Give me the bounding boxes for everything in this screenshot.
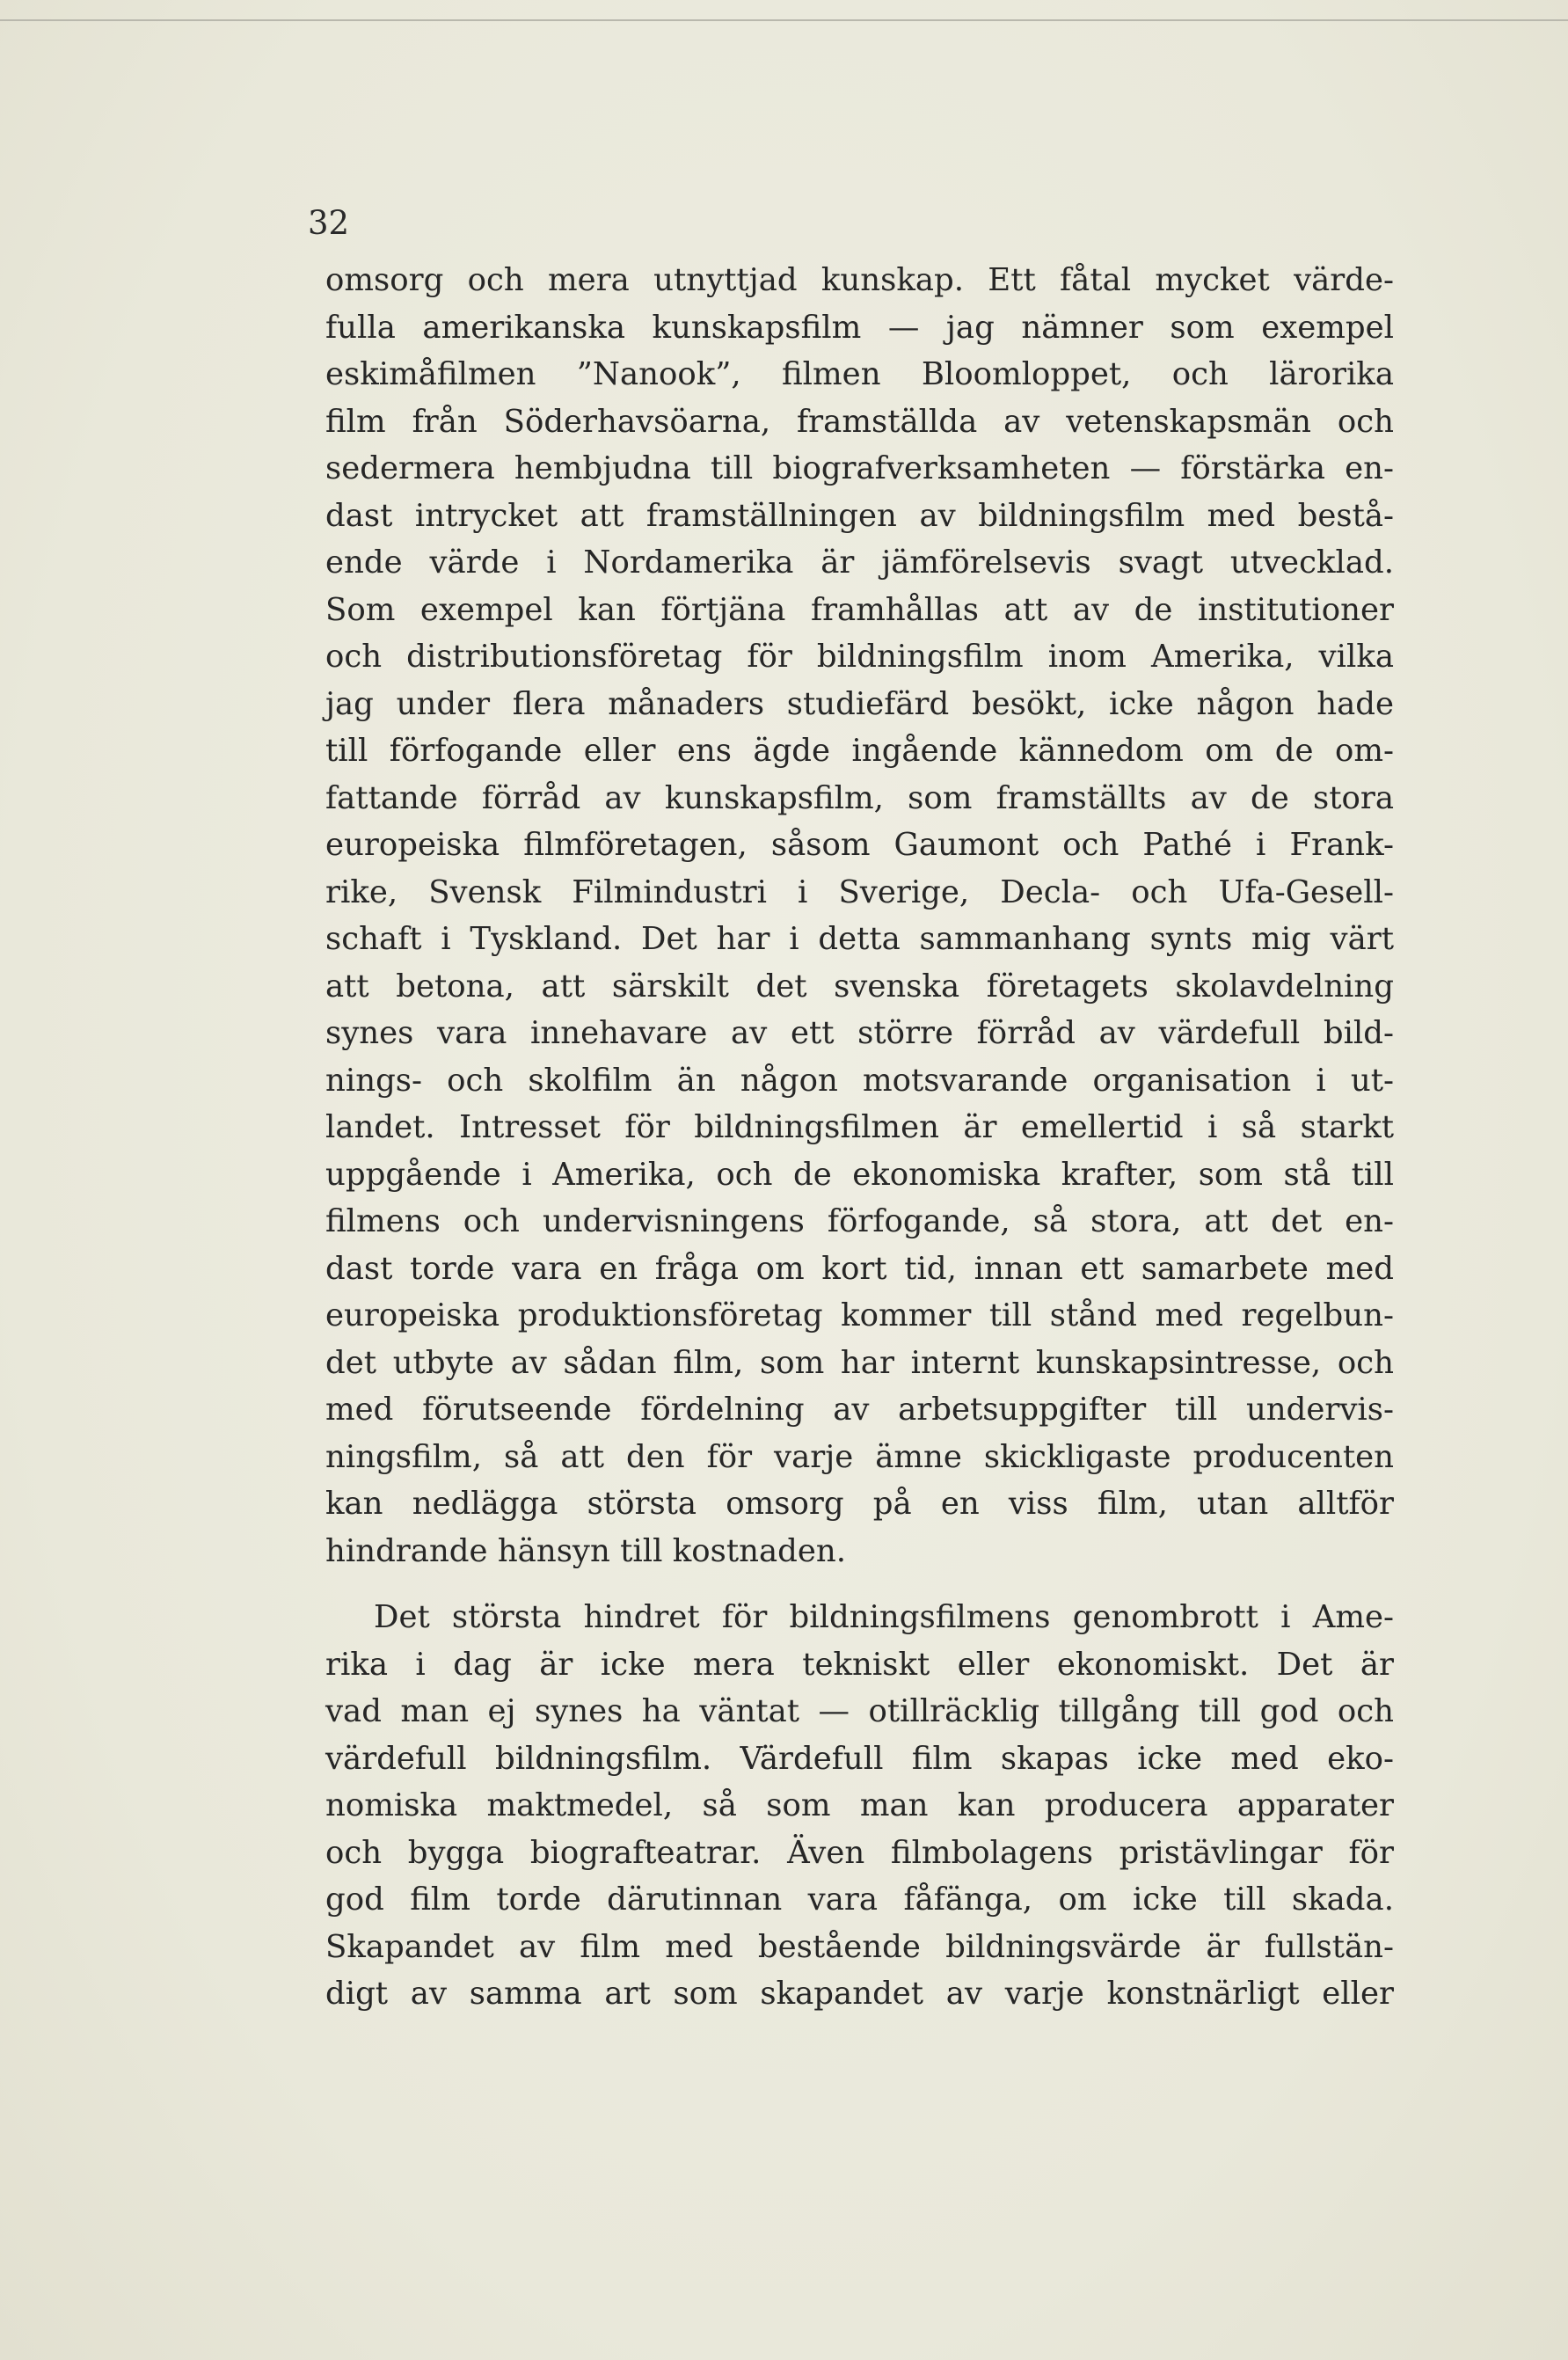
text-line: jag under flera månaders studiefärd besökt, icke någon hade bbox=[325, 685, 1394, 722]
text-line: Det största hindret för bildningsfilmens genombrott i Ame- bbox=[374, 1599, 1394, 1635]
text-line: att betona, att särskilt det svenska företagets skolavdelning bbox=[325, 968, 1394, 1005]
page-number: 32 bbox=[308, 204, 350, 242]
text-line: Som exempel kan förtjäna framhållas att av de institutioner bbox=[325, 591, 1394, 628]
text-line: sedermera hembjudna till biografverksamheten — förstärka en- bbox=[325, 450, 1394, 486]
paragraph-2 bbox=[325, 1594, 1394, 2018]
text-line: dast torde vara en fråga om kort tid, innan ett samarbete med bbox=[325, 1250, 1394, 1287]
text-line: till förfogande eller ens ägde ingående kännedom om de om- bbox=[325, 733, 1394, 769]
text-line: god film torde därutinnan vara fåfänga, om icke till skada. bbox=[325, 1881, 1394, 1918]
text-line: filmens och undervisningens förfogande, så stora, att det en- bbox=[325, 1203, 1394, 1239]
text-line: rike, Svensk Filmindustri i Sverige, Decla- och Ufa-Gesell- bbox=[325, 873, 1394, 910]
text-line: schaft i Tyskland. Det har i detta sammanhang synts mig värt bbox=[325, 921, 1394, 957]
text-line: synes vara innehavare av ett större förråd av värdefull bild- bbox=[325, 1015, 1394, 1051]
text-line: det utbyte av sådan film, som har internt kunskapsintresse, och bbox=[325, 1344, 1394, 1381]
text-line: vad man ej synes ha väntat — otillräcklig tillgång till god och bbox=[325, 1693, 1394, 1729]
text-line: nings- och skolfilm än någon motsvarande organisation i ut- bbox=[325, 1062, 1394, 1099]
text-line: och bygga biografteatrar. Även filmbolagens pristävlingar för bbox=[325, 1834, 1394, 1871]
text-line: digt av samma art som skapandet av varje konstnärligt eller bbox=[325, 1976, 1394, 2012]
text-line: eskimåfilmen ”Nanook”, filmen Bloomloppet, och lärorika bbox=[325, 356, 1394, 392]
text-line: film från Söderhavsöarna, framställda av vetenskapsmän och bbox=[325, 403, 1394, 440]
text-line: ende värde i Nordamerika är jämförelsevis svagt utvecklad. bbox=[325, 544, 1394, 581]
text-line: ningsfilm, så att den för varje ämne skickligaste producenten bbox=[325, 1438, 1394, 1475]
text-line: fattande förråd av kunskapsfilm, som framställts av de stora bbox=[325, 779, 1394, 816]
text-line: landet. Intresset för bildningsfilmen är emellertid i så starkt bbox=[325, 1109, 1394, 1145]
text-line: fulla amerikanska kunskapsfilm — jag nämner som exempel bbox=[325, 309, 1394, 346]
paragraph-1 bbox=[325, 257, 1394, 1575]
text-line: kan nedlägga största omsorg på en viss film, utan alltför bbox=[325, 1486, 1394, 1522]
text-line: och distributionsföretag för bildningsfilm inom Amerika, vilka bbox=[325, 639, 1394, 675]
text-line: Skapandet av film med bestående bildningsvärde är fullstän- bbox=[325, 1928, 1394, 1965]
text-line: omsorg och mera utnyttjad kunskap. Ett fåtal mycket värde- bbox=[325, 262, 1394, 298]
text-line: uppgående i Amerika, och de ekonomiska krafter, som stå till bbox=[325, 1156, 1394, 1193]
text-line: med förutseende fördelning av arbetsuppgifter till undervis- bbox=[325, 1392, 1394, 1428]
text-line: nomiska maktmedel, så som man kan producera apparater bbox=[325, 1787, 1394, 1823]
text-line: värdefull bildningsfilm. Värdefull film skapas icke med eko- bbox=[325, 1740, 1394, 1777]
text-line: hindrande hänsyn till kostnaden. bbox=[325, 1532, 847, 1569]
text-line: dast intrycket att framställningen av bildningsfilm med bestå- bbox=[325, 497, 1394, 534]
text-line: europeiska produktionsföretag kommer till stånd med regelbun- bbox=[325, 1297, 1394, 1333]
text-line: rika i dag är icke mera tekniskt eller ekonomiskt. Det är bbox=[325, 1646, 1394, 1683]
text-line: europeiska filmföretagen, såsom Gaumont och Pathé i Frank- bbox=[325, 827, 1394, 863]
page-top-edge bbox=[0, 19, 1568, 21]
body-text bbox=[325, 257, 1394, 2018]
